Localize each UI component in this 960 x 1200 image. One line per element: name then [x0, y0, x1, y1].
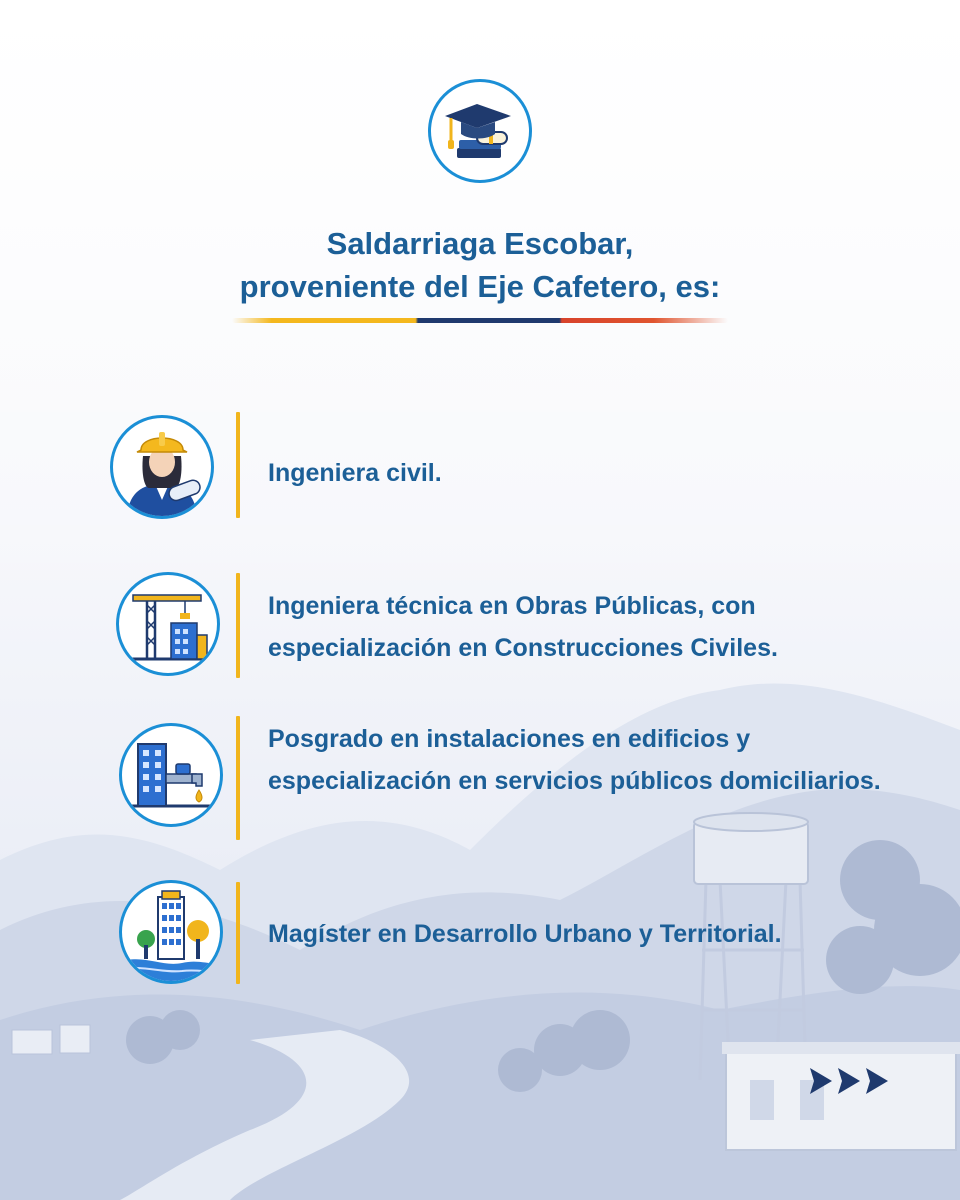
title-line-1: Saldarriaga Escobar, [326, 226, 634, 261]
urban-development-icon-graphic [122, 883, 220, 981]
construction-crane-icon [116, 572, 220, 676]
building-water-tap-icon-graphic [122, 726, 220, 824]
graduation-cap-diploma-icon [428, 79, 532, 183]
item-text-4: Magíster en Desarrollo Urbano y Territorial. [268, 920, 782, 948]
item-text-2: Ingeniera técnica en Obras Públicas, con especialización en Construcciones Civiles. [268, 592, 778, 662]
graduation-cap-diploma-icon-graphic [431, 82, 529, 180]
item-text-3: Posgrado en instalaciones en edificios y especialización en servicios públicos domiciliarios. [268, 725, 881, 795]
item-divider-1 [236, 412, 240, 518]
building-water-tap-icon [119, 723, 223, 827]
item-divider-4 [236, 882, 240, 984]
triple-arrow-next-icon[interactable] [810, 1066, 892, 1096]
item-divider-2 [236, 573, 240, 678]
construction-crane-icon-graphic [119, 575, 217, 673]
item-text-1: Ingeniera civil. [268, 459, 442, 487]
item-divider-3 [236, 716, 240, 840]
engineer-woman-icon-graphic [113, 418, 211, 516]
page-title [0, 222, 960, 308]
title-line-2: proveniente del Eje Cafetero, es: [239, 269, 721, 304]
engineer-woman-icon [110, 415, 214, 519]
title-divider [232, 318, 728, 323]
urban-development-icon [119, 880, 223, 984]
